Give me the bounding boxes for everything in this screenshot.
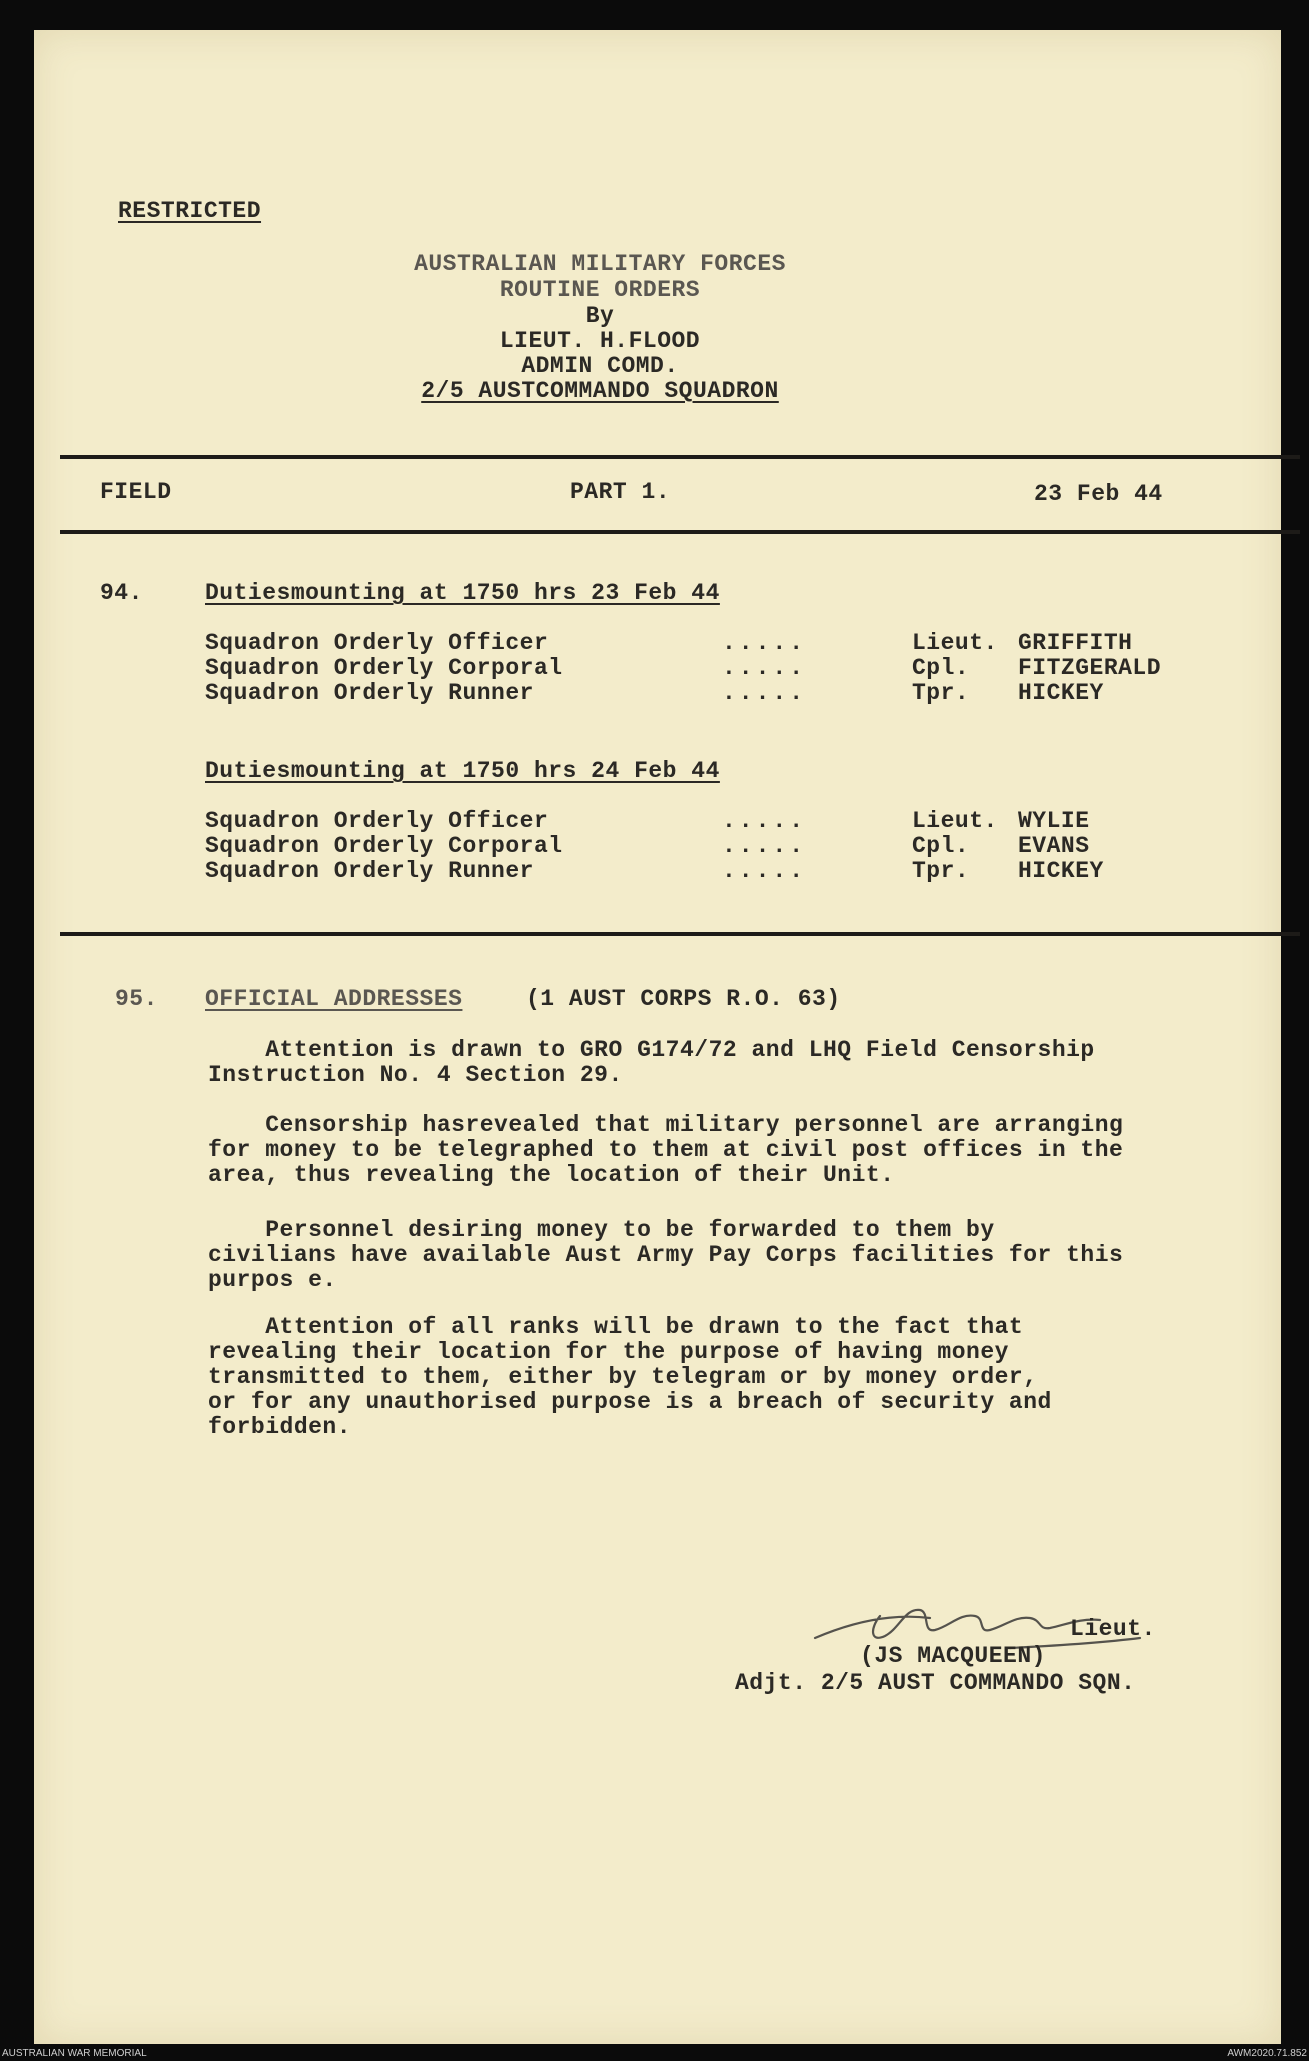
duty-row-2-2-duty: Squadron Orderly Corporal [205, 833, 563, 859]
duty-row-2-1-name: WYLIE [1018, 808, 1090, 834]
title-line-3: By [585, 303, 615, 329]
title-line-6: 2/5 AUSTCOMMANDO SQUADRON [421, 378, 779, 404]
duty-row-1-1-name: GRIFFITH [1018, 630, 1133, 656]
restricted-label: RESTRICTED [118, 198, 262, 224]
title-line-1: AUSTRALIAN MILITARY FORCES [414, 251, 786, 277]
duty-row-1-2-name: FITZGERALD [1018, 655, 1162, 681]
duty-row-2-3-rank: Tpr. [912, 858, 970, 884]
duty-row-2-2-rank: Cpl. [912, 833, 970, 859]
signature-appointment: Adjt. 2/5 AUST COMMANDO SQN. [735, 1670, 1136, 1696]
location-label: FIELD [100, 479, 172, 505]
duty-row-2-1-duty: Squadron Orderly Officer [205, 808, 549, 834]
duty-row-1-2-duty: Squadron Orderly Corporal [205, 655, 563, 681]
duty-row-1-3-name: HICKEY [1018, 680, 1104, 706]
duty-row-2-1-dots: ..... [722, 808, 807, 834]
bar-bottom-rule [60, 530, 1300, 534]
duty-row-2-1-rank: Lieut. [912, 808, 998, 834]
duty-row-1-2-rank: Cpl. [912, 655, 970, 681]
order-94-number: 94. [100, 580, 143, 606]
duty-row-2-3-name: HICKEY [1018, 858, 1104, 884]
footer-right: AWM2020.71.852 [1227, 2048, 1307, 2059]
duty-row-1-1-duty: Squadron Orderly Officer [205, 630, 549, 656]
duties-heading-2: Dutiesmounting at 1750 hrs 24 Feb 44 [205, 758, 720, 784]
duty-row-1-2-dots: ..... [722, 655, 807, 681]
duty-row-2-3-dots: ..... [722, 858, 807, 884]
duty-row-2-2-name: EVANS [1018, 833, 1090, 859]
order-95-paragraph-4: Attention of all ranks will be drawn to the fact that revealing their location for the purpose of having money transmitted to them, either by telegram or by money order, or for any unauthorised purpose is a breach of security and forbidden. [208, 1314, 1052, 1440]
footer-left: AUSTRALIAN WAR MEMORIAL [2, 2048, 147, 2059]
title-line-2: ROUTINE ORDERS [499, 277, 701, 303]
title-line-4: LIEUT. H.FLOOD [499, 328, 701, 354]
order-95-paragraph-1: Attention is drawn to GRO G174/72 and LHQ Field Censorship Instruction No. 4 Section 29. [208, 1037, 1095, 1088]
order-95-reference: (1 AUST CORPS R.O. 63) [526, 986, 841, 1012]
duty-row-1-3-rank: Tpr. [912, 680, 970, 706]
duty-row-2-2-dots: ..... [722, 833, 807, 859]
duty-row-1-3-dots: ..... [722, 680, 807, 706]
duty-row-1-1-dots: ..... [722, 630, 807, 656]
order-date: 23 Feb 44 [1034, 481, 1163, 507]
order-95-paragraph-2: Censorship hasrevealed that military personnel are arranging for money to be telegraphed to them at civil post offices in the area, thus revealing the location of their Unit. [208, 1112, 1124, 1188]
title-line-5: ADMIN COMD. [521, 353, 679, 379]
signature-name: (JS MACQUEEN) [860, 1643, 1046, 1669]
duty-row-1-1-rank: Lieut. [912, 630, 998, 656]
part-label: PART 1. [570, 479, 671, 505]
duty-row-1-3-duty: Squadron Orderly Runner [205, 680, 534, 706]
signature-rank: Lieut. [1070, 1616, 1156, 1642]
order-95-number: 95. [115, 986, 158, 1012]
order-95-heading: OFFICIAL ADDRESSES [205, 986, 463, 1012]
section-rule [60, 932, 1300, 936]
top-rule [60, 455, 1300, 459]
duty-row-2-3-duty: Squadron Orderly Runner [205, 858, 534, 884]
order-95-paragraph-3: Personnel desiring money to be forwarded to them by civilians have available Aust Army Pay Corps facilities for this purpos e. [208, 1217, 1124, 1293]
duties-heading-1: Dutiesmounting at 1750 hrs 23 Feb 44 [205, 580, 720, 606]
